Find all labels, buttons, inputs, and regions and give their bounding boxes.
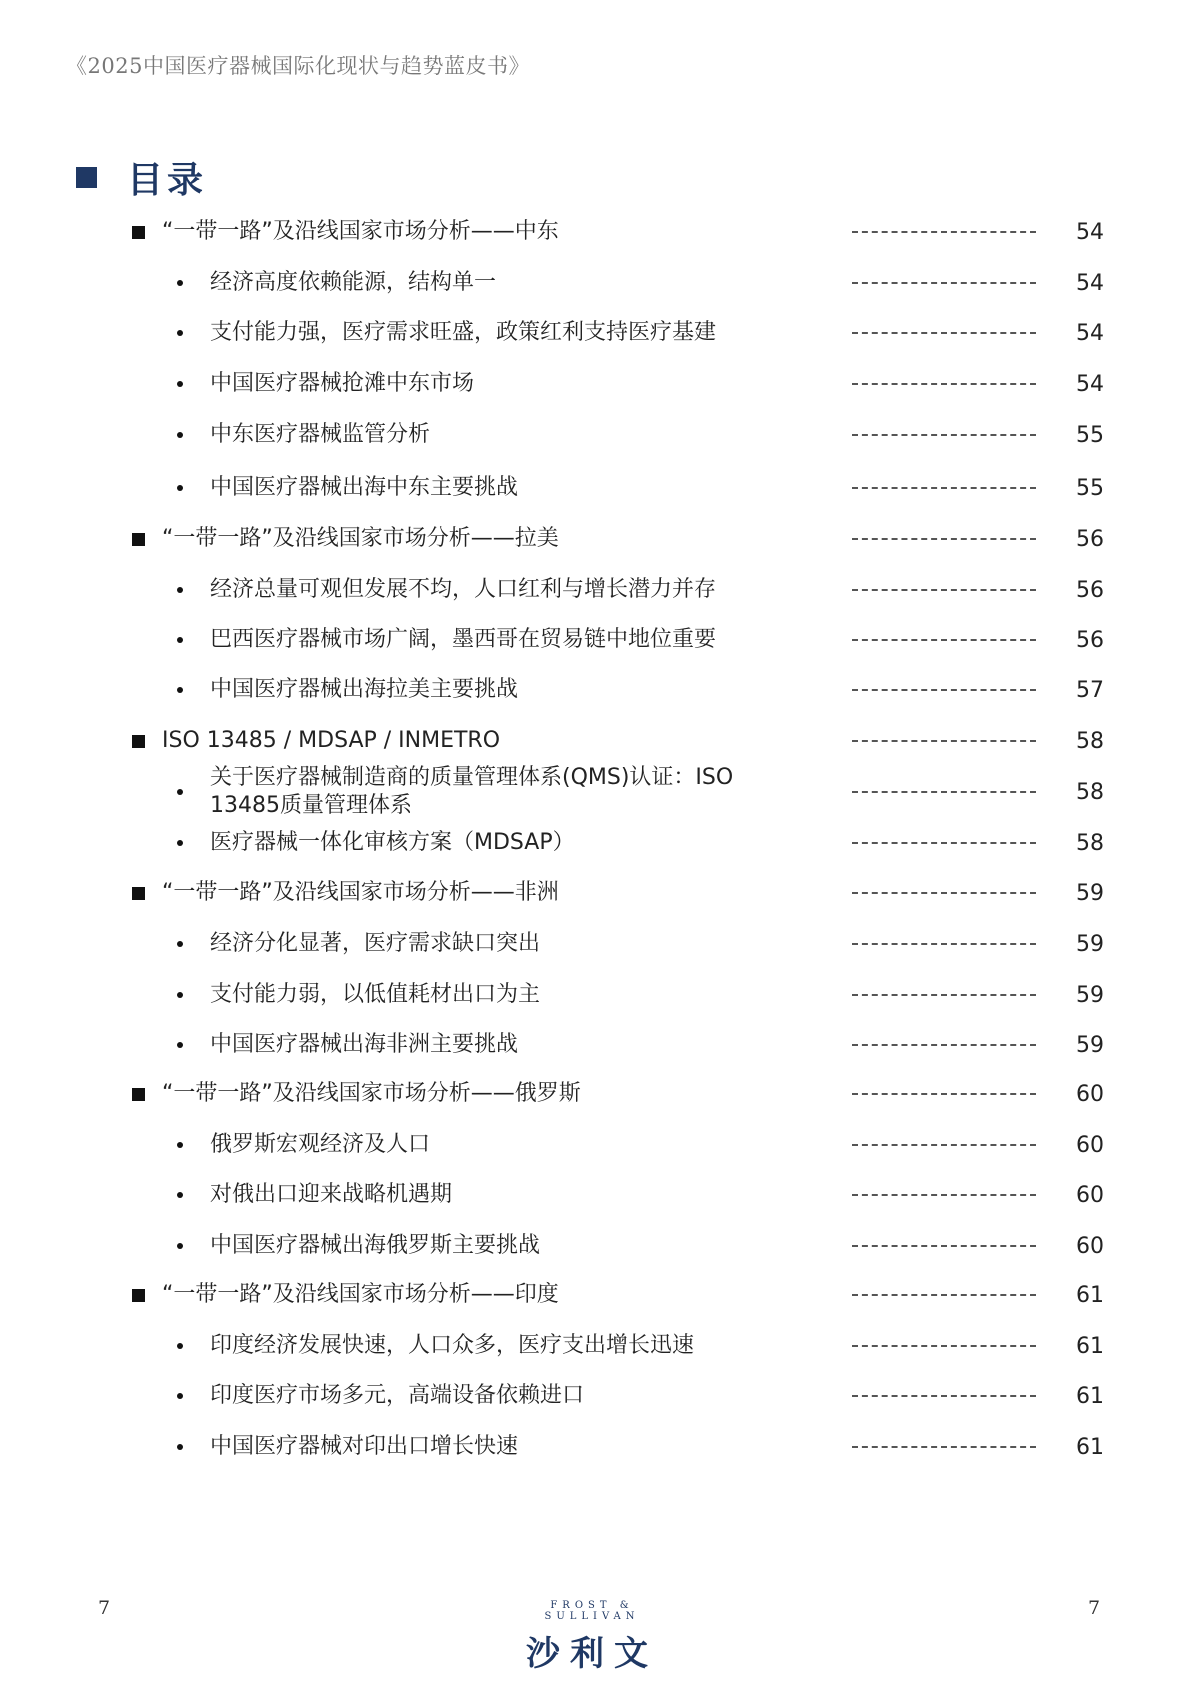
toc-section-row[interactable] [0, 1275, 1184, 1315]
toc-subitem-row[interactable] [0, 670, 1184, 710]
toc-page-number: 58 [1076, 779, 1104, 805]
toc-page-number: 59 [1076, 982, 1104, 1008]
dot-bullet-icon [177, 1243, 183, 1249]
dotted-leader [852, 1245, 1036, 1247]
dotted-leader [852, 740, 1036, 742]
toc-entry-title: 支付能力强，医疗需求旺盛，政策红利支持医疗基建 [210, 320, 717, 345]
toc-subitem-row[interactable] [0, 570, 1184, 610]
toc-page-number: 54 [1076, 270, 1104, 296]
square-bullet-icon [132, 1289, 145, 1302]
toc-entry-title: ISO 13485 / MDSAP / INMETRO [162, 728, 501, 753]
dot-bullet-icon [177, 1192, 183, 1198]
dot-bullet-icon [177, 1343, 183, 1349]
dot-bullet-icon [177, 992, 183, 998]
toc-section-row[interactable] [0, 1074, 1184, 1114]
toc-page-number: 56 [1076, 526, 1104, 552]
toc-page-number: 54 [1076, 371, 1104, 397]
frost-sullivan-logo [502, 1600, 682, 1675]
page-number-right: 7 [1088, 1597, 1101, 1619]
toc-section-row[interactable] [0, 721, 1184, 761]
toc-heading [76, 152, 207, 203]
toc-entry-title: 印度经济发展快速，人口众多，医疗支出增长迅速 [210, 1333, 695, 1358]
toc-page-number: 58 [1076, 728, 1104, 754]
toc-entry-title: 中国医疗器械出海拉美主要挑战 [210, 677, 519, 702]
toc-page-number: 60 [1076, 1233, 1104, 1259]
toc-page-number: 59 [1076, 880, 1104, 906]
toc-page-number: 54 [1076, 320, 1104, 346]
toc-entry-title: “一带一路”及沿线国家市场分析——中东 [162, 219, 559, 244]
dotted-leader [852, 842, 1036, 844]
toc-subitem-row[interactable] [0, 1175, 1184, 1215]
toc-page-number: 60 [1076, 1132, 1104, 1158]
toc-page-number: 61 [1076, 1282, 1104, 1308]
toc-entry-title: 中东医疗器械监管分析 [210, 422, 431, 447]
toc-subitem-row[interactable] [0, 468, 1184, 508]
toc-section-row[interactable] [0, 212, 1184, 252]
dot-bullet-icon [177, 1142, 183, 1148]
dotted-leader [852, 1044, 1036, 1046]
dot-bullet-icon [177, 687, 183, 693]
dotted-leader [852, 689, 1036, 691]
dot-bullet-icon [177, 637, 183, 643]
toc-subitem-row[interactable] [0, 1125, 1184, 1165]
logo-english-text: FROST & SULLIVAN [544, 1600, 640, 1622]
dot-bullet-icon [177, 1393, 183, 1399]
dotted-leader [852, 1446, 1036, 1448]
toc-entry-title: 中国医疗器械抢滩中东市场 [210, 371, 475, 396]
square-bullet-icon [132, 533, 145, 546]
toc-entry-title: “一带一路”及沿线国家市场分析——拉美 [162, 526, 559, 551]
dot-bullet-icon [177, 789, 183, 795]
dot-bullet-icon [177, 840, 183, 846]
dotted-leader [852, 1144, 1036, 1146]
toc-entry-title: 中国医疗器械对印出口增长快速 [210, 1434, 519, 1459]
toc-page-number: 61 [1076, 1434, 1104, 1460]
dotted-leader [852, 1093, 1036, 1095]
toc-section-row[interactable] [0, 873, 1184, 913]
dotted-leader [852, 383, 1036, 385]
toc-entry-title: “一带一路”及沿线国家市场分析——非洲 [162, 880, 559, 905]
toc-entry-title: 经济总量可观但发展不均，人口红利与增长潜力并存 [210, 577, 717, 602]
dot-bullet-icon [177, 1444, 183, 1450]
toc-entry-title: “一带一路”及沿线国家市场分析——印度 [162, 1282, 559, 1307]
toc-entry-title: 印度医疗市场多元，高端设备依赖进口 [210, 1383, 585, 1408]
square-bullet-icon [132, 1088, 145, 1101]
dot-bullet-icon [177, 330, 183, 336]
dotted-leader [852, 791, 1036, 793]
toc-page-number: 59 [1076, 931, 1104, 957]
toc-page-number: 59 [1076, 1032, 1104, 1058]
dotted-leader [852, 589, 1036, 591]
toc-subitem-row[interactable] [0, 765, 1184, 818]
toc-entry-title: 经济分化显著，医疗需求缺口突出 [210, 931, 541, 956]
toc-entry-title: 巴西医疗器械市场广阔，墨西哥在贸易链中地位重要 [210, 627, 717, 652]
dotted-leader [852, 994, 1036, 996]
dot-bullet-icon [177, 485, 183, 491]
toc-heading-text: 目录 [127, 160, 208, 201]
toc-entry-title: 支付能力弱，以低值耗材出口为主 [210, 982, 541, 1007]
dotted-leader [852, 639, 1036, 641]
square-bullet-icon [132, 887, 145, 900]
heading-square-icon [76, 167, 97, 188]
logo-chinese-text: 沙利文 [526, 1634, 658, 1674]
dotted-leader [852, 282, 1036, 284]
dot-bullet-icon [177, 941, 183, 947]
toc-subitem-row[interactable] [0, 1025, 1184, 1065]
dotted-leader [852, 1294, 1036, 1296]
dotted-leader [852, 1345, 1036, 1347]
toc-page-number: 56 [1076, 627, 1104, 653]
dotted-leader [852, 538, 1036, 540]
toc-entry-title: 医疗器械一体化审核方案（MDSAP） [210, 830, 575, 855]
toc-subitem-row[interactable] [0, 415, 1184, 455]
toc-entry-title: 中国医疗器械出海非洲主要挑战 [210, 1032, 519, 1057]
toc-page-number: 61 [1076, 1333, 1104, 1359]
toc-page-number: 60 [1076, 1182, 1104, 1208]
toc-subitem-row[interactable] [0, 1326, 1184, 1366]
dotted-leader [852, 943, 1036, 945]
dotted-leader [852, 1194, 1036, 1196]
toc-entry-title: 对俄出口迎来战略机遇期 [210, 1182, 453, 1207]
toc-entry-title: 中国医疗器械出海中东主要挑战 [210, 475, 519, 500]
dot-bullet-icon [177, 280, 183, 286]
toc-page-number: 58 [1076, 830, 1104, 856]
dotted-leader [852, 231, 1036, 233]
toc-entry-title: 中国医疗器械出海俄罗斯主要挑战 [210, 1233, 541, 1258]
toc-page-number: 60 [1076, 1081, 1104, 1107]
toc-entry-title: 经济高度依赖能源，结构单一 [210, 270, 497, 295]
dotted-leader [852, 487, 1036, 489]
toc-subitem-row[interactable] [0, 1427, 1184, 1467]
toc-subitem-row[interactable] [0, 364, 1184, 404]
toc-page-number: 55 [1076, 422, 1104, 448]
toc-entry-title: “一带一路”及沿线国家市场分析——俄罗斯 [162, 1081, 581, 1106]
toc-subitem-row[interactable] [0, 1226, 1184, 1266]
toc-subitem-row[interactable] [0, 620, 1184, 660]
dotted-leader [852, 892, 1036, 894]
toc-subitem-row[interactable] [0, 1376, 1184, 1416]
toc-section-row[interactable] [0, 519, 1184, 559]
toc-page-number: 56 [1076, 577, 1104, 603]
toc-page-number: 55 [1076, 475, 1104, 501]
toc-entry-title: 关于医疗器械制造商的质量管理体系(QMS)认证：ISO 13485质量管理体系 [210, 765, 734, 818]
dot-bullet-icon [177, 381, 183, 387]
dotted-leader [852, 332, 1036, 334]
square-bullet-icon [132, 735, 145, 748]
toc-entry-title: 俄罗斯宏观经济及人口 [210, 1132, 431, 1157]
toc-page-number: 61 [1076, 1383, 1104, 1409]
toc-subitem-row[interactable] [0, 924, 1184, 964]
page-number-left: 7 [98, 1597, 111, 1619]
dotted-leader [852, 1395, 1036, 1397]
dot-bullet-icon [177, 432, 183, 438]
dotted-leader [852, 434, 1036, 436]
toc-page-number: 57 [1076, 677, 1104, 703]
toc-subitem-row[interactable] [0, 263, 1184, 303]
document-title-header: 《2025中国医疗器械国际化现状与趋势蓝皮书》 [66, 54, 530, 78]
dot-bullet-icon [177, 587, 183, 593]
square-bullet-icon [132, 226, 145, 239]
toc-page-number: 54 [1076, 219, 1104, 245]
dot-bullet-icon [177, 1042, 183, 1048]
toc-subitem-row[interactable] [0, 975, 1184, 1015]
toc-subitem-row[interactable] [0, 823, 1184, 863]
toc-subitem-row[interactable] [0, 313, 1184, 353]
